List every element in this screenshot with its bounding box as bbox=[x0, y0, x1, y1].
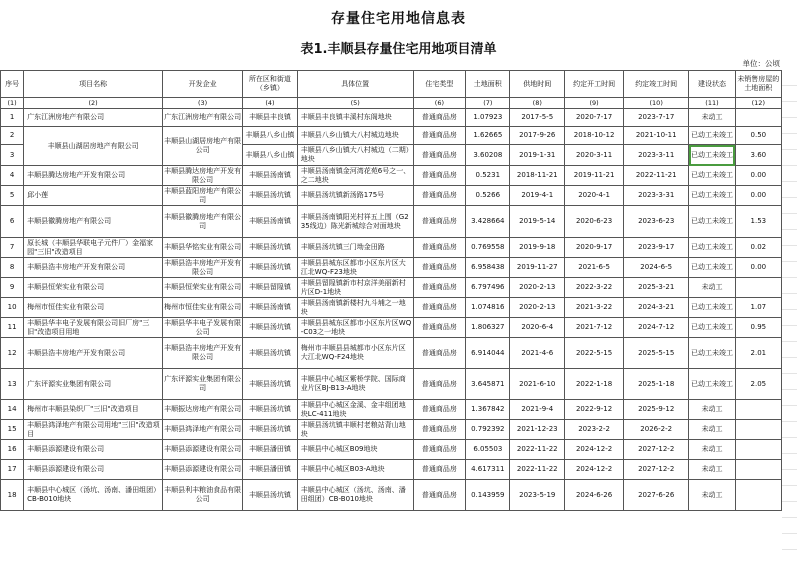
cell-finish[interactable]: 2027-12-2 bbox=[624, 440, 689, 460]
cell-supply[interactable]: 2020-2-13 bbox=[510, 298, 565, 318]
cell-loc[interactable]: 丰顺县留隍镇 bbox=[243, 278, 298, 298]
cell-no[interactable]: 14 bbox=[1, 400, 24, 420]
cell-no[interactable]: 3 bbox=[1, 145, 24, 166]
cell-dev[interactable]: 丰顺县蓝阳房地产有限公司 bbox=[164, 186, 242, 204]
header-cell[interactable]: 所在区和街道（乡镇） bbox=[243, 71, 298, 98]
cell-name[interactable]: 广东江洲房地产有限公司 bbox=[24, 109, 163, 127]
column-number-cell[interactable]: (6) bbox=[413, 98, 466, 109]
cell-pos[interactable]: 丰顺县汤南镇金河湾花苑6号之一、之二地块 bbox=[297, 166, 413, 186]
cell-finish[interactable]: 2025-5-15 bbox=[624, 338, 689, 369]
cell-type[interactable]: 普通商品房 bbox=[413, 400, 466, 420]
cell-name[interactable]: 丰顺县添源建设有限公司 bbox=[24, 440, 163, 460]
cell-name[interactable]: 丰顺县腾达房地产开发有限公司 bbox=[24, 166, 163, 186]
cell-supply[interactable]: 2019-9-18 bbox=[510, 238, 565, 258]
table-row bbox=[1, 420, 782, 440]
cell-pos[interactable]: 丰顺县中心城区紫桥学院、国际商业片区BJ-B13-A地块 bbox=[297, 369, 413, 400]
cell-status[interactable]: 已动工未竣工 bbox=[689, 298, 735, 318]
cell-area[interactable]: 4.617311 bbox=[466, 460, 510, 480]
cell-type[interactable]: 普通商品房 bbox=[413, 318, 466, 338]
cell-dev[interactable]: 丰顺县华丰电子发展有限公司 bbox=[164, 318, 242, 336]
cell-finish[interactable]: 2023-6-23 bbox=[624, 206, 689, 238]
cell-status[interactable]: 已动工未竣工 bbox=[689, 166, 735, 186]
cell-start[interactable]: 2022-5-15 bbox=[565, 338, 624, 369]
cell-start[interactable]: 2018-10-12 bbox=[565, 127, 624, 145]
cell-status[interactable]: 已动工未竣工 bbox=[689, 318, 735, 338]
cell-type[interactable]: 普通商品房 bbox=[413, 109, 466, 127]
cell-unsold[interactable]: 1.53 bbox=[735, 206, 781, 238]
cell-finish[interactable]: 2025-9-12 bbox=[624, 400, 689, 420]
column-number-cell[interactable]: (11) bbox=[689, 98, 735, 109]
cell-loc[interactable]: 丰顺县潘田镇 bbox=[243, 440, 298, 460]
unit-label: 单位：公顷 bbox=[742, 59, 780, 68]
cell-dev[interactable]: 梅州市恒佳实业有限公司 bbox=[163, 298, 243, 318]
cell-area[interactable]: 0.769558 bbox=[466, 238, 510, 258]
cell-unsold[interactable]: 0.00 bbox=[735, 186, 781, 206]
cell-area[interactable]: 3.60208 bbox=[466, 145, 510, 166]
header-cell[interactable]: 供地时间 bbox=[510, 71, 565, 98]
cell-start[interactable]: 2020-9-17 bbox=[565, 238, 624, 258]
cell-pos[interactable]: 丰顺县丰良镇丰溪村东阁地块 bbox=[297, 109, 413, 127]
cell-loc[interactable]: 丰顺县潘田镇 bbox=[243, 460, 298, 480]
cell-area[interactable]: 1.07923 bbox=[466, 109, 510, 127]
cell-start[interactable]: 2022-9-12 bbox=[565, 400, 624, 420]
cell-status[interactable]: 未动工 bbox=[689, 420, 735, 440]
cell-start[interactable]: 2023-2-2 bbox=[565, 420, 624, 440]
cell-name[interactable]: 广东评源实业集团有限公司 bbox=[24, 369, 163, 400]
cell-area[interactable]: 3.428664 bbox=[466, 206, 510, 238]
cell-finish[interactable]: 2023-3-11 bbox=[624, 145, 689, 166]
cell-status[interactable]: 已动工未竣工 bbox=[689, 145, 735, 166]
cell-unsold[interactable] bbox=[735, 278, 781, 298]
cell-area[interactable]: 6.958438 bbox=[466, 258, 510, 278]
cell-pos[interactable]: 丰顺县县城东区都市小区东片区WQ-C03之一地块 bbox=[297, 318, 413, 338]
table-row bbox=[1, 298, 782, 318]
cell-finish[interactable]: 2021-10-11 bbox=[624, 127, 689, 145]
cell-finish[interactable]: 2025-3-21 bbox=[624, 278, 689, 298]
cell-supply[interactable]: 2017-9-26 bbox=[510, 127, 565, 145]
cell-finish[interactable]: 2023-7-17 bbox=[624, 109, 689, 127]
cell-supply[interactable]: 2019-1-31 bbox=[510, 145, 565, 166]
cell-status[interactable]: 已动工未竣工 bbox=[689, 206, 735, 238]
table-row bbox=[1, 166, 782, 186]
cell-area[interactable]: 1.806327 bbox=[466, 318, 510, 338]
cell-dev[interactable]: 丰顺县山湖居房地产有限公司 bbox=[163, 127, 243, 166]
cell-type[interactable]: 普通商品房 bbox=[413, 420, 466, 440]
cell-area[interactable]: 6.914044 bbox=[466, 338, 510, 369]
cell-start[interactable]: 2020-7-17 bbox=[565, 109, 624, 127]
cell-type[interactable]: 普通商品房 bbox=[413, 186, 466, 206]
cell-name[interactable]: 丰顺县添源建设有限公司 bbox=[24, 460, 163, 480]
cell-finish[interactable]: 2024-3-21 bbox=[624, 298, 689, 318]
column-number-cell[interactable]: (4) bbox=[243, 98, 298, 109]
table-row bbox=[1, 238, 782, 258]
column-number-row bbox=[1, 98, 782, 109]
cell-unsold[interactable] bbox=[735, 109, 781, 127]
cell-unsold[interactable]: 3.60 bbox=[735, 145, 781, 166]
cell-loc[interactable]: 丰顺县汤坑镇 bbox=[243, 420, 298, 440]
cell-loc[interactable]: 丰顺县汤坑镇 bbox=[243, 369, 298, 400]
cell-status[interactable]: 已动工未竣工 bbox=[689, 186, 735, 206]
cell-no[interactable]: 6 bbox=[1, 206, 24, 238]
cell-no[interactable]: 12 bbox=[1, 338, 24, 369]
cell-loc[interactable]: 丰顺县丰良镇 bbox=[243, 109, 298, 127]
header-cell[interactable]: 序号 bbox=[1, 71, 24, 98]
cell-supply[interactable]: 2021-6-10 bbox=[510, 369, 565, 400]
cell-pos[interactable]: 丰顺县汤南镇新楼村九斗埔之一地块 bbox=[297, 298, 413, 318]
cell-dev[interactable]: 广东江洲房地产有限公司 bbox=[163, 109, 243, 127]
column-number-cell[interactable]: (2) bbox=[24, 98, 163, 109]
cell-status[interactable]: 未动工 bbox=[689, 440, 735, 460]
cell-dev[interactable]: 丰顺县利丰粮油食品有限公司 bbox=[163, 480, 243, 511]
column-number-cell[interactable]: (5) bbox=[297, 98, 413, 109]
cell-supply[interactable]: 2022-11-22 bbox=[510, 460, 565, 480]
header-cell[interactable]: 建设状态 bbox=[689, 71, 735, 98]
cell-finish[interactable]: 2024-7-12 bbox=[624, 318, 689, 338]
cell-start[interactable]: 2024-6-26 bbox=[565, 480, 624, 511]
cell-unsold[interactable]: 0.00 bbox=[735, 258, 781, 278]
cell-dev[interactable]: 丰顺县添源建设有限公司 bbox=[163, 440, 243, 460]
cell-dev[interactable]: 丰顺县浩丰房地产开发有限公司 bbox=[163, 338, 243, 369]
cell-finish[interactable]: 2025-1-18 bbox=[624, 369, 689, 400]
cell-start[interactable]: 2021-7-12 bbox=[565, 318, 624, 338]
column-number-cell[interactable]: (7) bbox=[466, 98, 510, 109]
cell-no[interactable]: 2 bbox=[1, 127, 24, 145]
cell-dev[interactable]: 丰顺县浩丰房地产开发有限公司 bbox=[164, 258, 242, 276]
cell-loc[interactable]: 丰顺县汤坑镇 bbox=[243, 400, 298, 420]
cell-finish[interactable]: 2027-6-26 bbox=[624, 480, 689, 511]
cell-dev[interactable]: 丰顺县华铭实业有限公司 bbox=[163, 238, 243, 258]
cell-unsold[interactable]: 0.00 bbox=[735, 166, 781, 186]
header-cell[interactable]: 约定竣工时间 bbox=[624, 71, 689, 98]
cell-pos[interactable]: 丰顺县中心城区（汤坑、汤南、潘田组团）CB-B010地块 bbox=[297, 480, 413, 511]
cell-name[interactable]: 丰顺县华丰电子发展有限公司旧厂房"三旧"改造项目用地 bbox=[24, 318, 163, 338]
table-title: 表1.丰顺县存量住宅用地项目清单 bbox=[300, 42, 497, 57]
cell-no[interactable]: 7 bbox=[1, 238, 24, 258]
cell-supply[interactable]: 2020-2-13 bbox=[510, 278, 565, 298]
table-row bbox=[1, 460, 782, 480]
land-info-table bbox=[0, 70, 782, 511]
cell-unsold[interactable]: 2.01 bbox=[735, 338, 781, 369]
cell-loc[interactable]: 丰顺县汤坑镇 bbox=[243, 338, 298, 369]
cell-status[interactable]: 已动工未竣工 bbox=[689, 369, 735, 400]
cell-no[interactable]: 8 bbox=[1, 258, 24, 278]
cell-area[interactable]: 1.074816 bbox=[466, 298, 510, 318]
cell-name[interactable]: 梅州市丰顺县染织厂"三旧"改造项目 bbox=[24, 400, 163, 420]
cell-status[interactable]: 已动工未竣工 bbox=[689, 238, 735, 258]
cell-pos[interactable]: 丰顺县中心城区B09地块 bbox=[297, 440, 413, 460]
cell-name[interactable]: 丰顺县浩丰房地产开发有限公司 bbox=[24, 258, 163, 278]
table-row bbox=[1, 318, 782, 338]
cell-no[interactable]: 17 bbox=[1, 460, 24, 480]
cell-no[interactable]: 5 bbox=[1, 186, 24, 206]
cell-supply[interactable]: 2017-5-5 bbox=[510, 109, 565, 127]
cell-status[interactable]: 未动工 bbox=[689, 460, 735, 480]
cell-area[interactable]: 6.797496 bbox=[466, 278, 510, 298]
cell-finish[interactable]: 2027-12-2 bbox=[624, 460, 689, 480]
cell-supply[interactable]: 2018-11-21 bbox=[510, 166, 565, 186]
spreadsheet-gridlines bbox=[782, 70, 797, 563]
cell-loc[interactable]: 丰顺县八乡山镇 bbox=[243, 127, 298, 145]
header-cell[interactable]: 未销售房屋的土地面积 bbox=[735, 71, 781, 98]
cell-supply[interactable]: 2021-9-4 bbox=[510, 400, 565, 420]
cell-name[interactable]: 丰顺县中心城区（汤坑、汤南、潘田组团）CB-B010地块 bbox=[24, 480, 163, 511]
cell-finish[interactable]: 2024-6-5 bbox=[624, 258, 689, 278]
cell-start[interactable]: 2021-3-22 bbox=[565, 298, 624, 318]
cell-area[interactable]: 0.5231 bbox=[466, 166, 510, 186]
cell-start[interactable]: 2021-6-5 bbox=[565, 258, 624, 278]
cell-type[interactable]: 普通商品房 bbox=[413, 298, 466, 318]
cell-dev[interactable]: 丰顺县腾达房地产开发有限公司 bbox=[164, 166, 242, 184]
cell-area[interactable]: 3.645871 bbox=[466, 369, 510, 400]
cell-dev[interactable]: 丰顺县恒荣实业有限公司 bbox=[163, 278, 243, 298]
cell-pos[interactable]: 丰顺县中心城区B03-A地块 bbox=[297, 460, 413, 480]
cell-type[interactable]: 普通商品房 bbox=[413, 278, 466, 298]
cell-unsold[interactable]: 1.07 bbox=[735, 298, 781, 318]
cell-type[interactable]: 普通商品房 bbox=[413, 145, 466, 166]
table-row bbox=[1, 369, 782, 400]
cell-no[interactable]: 13 bbox=[1, 369, 24, 400]
cell-unsold[interactable] bbox=[735, 440, 781, 460]
cell-no[interactable]: 1 bbox=[1, 109, 24, 127]
cell-no[interactable]: 9 bbox=[1, 278, 24, 298]
cell-dev[interactable]: 丰顺县鸿泽地产有限公司 bbox=[163, 420, 243, 440]
cell-area[interactable]: 1.367842 bbox=[466, 400, 510, 420]
cell-unsold[interactable]: 0.95 bbox=[735, 318, 781, 338]
cell-start[interactable]: 2020-6-23 bbox=[565, 206, 624, 238]
cell-pos[interactable]: 丰顺县中心城区金溪、金丰组团地块LC-411地块 bbox=[297, 400, 413, 420]
header-row bbox=[1, 71, 782, 98]
cell-loc[interactable]: 丰顺县汤坑镇 bbox=[243, 318, 298, 338]
cell-pos[interactable]: 丰顺县县城东区都市小区东片区大江北WQ-F23地块 bbox=[297, 258, 413, 278]
table-row bbox=[1, 400, 782, 420]
cell-status[interactable]: 未动工 bbox=[689, 278, 735, 298]
header-cell[interactable]: 开发企业 bbox=[163, 71, 243, 98]
cell-pos[interactable]: 丰顺县汤坑镇丰顺村老粮站背山地块 bbox=[297, 420, 413, 440]
header-cell[interactable]: 具体位置 bbox=[297, 71, 413, 98]
column-number-cell[interactable]: (3) bbox=[163, 98, 243, 109]
cell-unsold[interactable]: 0.50 bbox=[735, 127, 781, 145]
cell-status[interactable]: 已动工未竣工 bbox=[689, 258, 735, 278]
cell-no[interactable]: 18 bbox=[1, 480, 24, 511]
cell-area[interactable]: 0.792392 bbox=[466, 420, 510, 440]
cell-type[interactable]: 普通商品房 bbox=[413, 258, 466, 278]
cell-type[interactable]: 普通商品房 bbox=[413, 460, 466, 480]
cell-name[interactable]: 丰顺县山湖居房地产有限公司 bbox=[24, 127, 163, 166]
header-cell[interactable]: 住宅类型 bbox=[413, 71, 466, 98]
cell-supply[interactable]: 2022-11-22 bbox=[510, 440, 565, 460]
table-row bbox=[1, 109, 782, 127]
cell-no[interactable]: 10 bbox=[1, 298, 24, 318]
cell-loc[interactable]: 丰顺县汤南镇 bbox=[243, 298, 298, 318]
table-row bbox=[1, 278, 782, 298]
cell-status[interactable]: 未动工 bbox=[689, 480, 735, 511]
cell-loc[interactable]: 丰顺县八乡山镇 bbox=[243, 145, 298, 166]
cell-start[interactable]: 2022-3-22 bbox=[565, 278, 624, 298]
table-row bbox=[1, 127, 782, 145]
cell-supply[interactable]: 2021-4-6 bbox=[510, 338, 565, 369]
cell-supply[interactable]: 2023-5-19 bbox=[510, 480, 565, 511]
cell-status[interactable]: 已动工未竣工 bbox=[689, 338, 735, 369]
cell-type[interactable]: 普通商品房 bbox=[413, 166, 466, 186]
cell-unsold[interactable] bbox=[735, 400, 781, 420]
cell-status[interactable]: 未动工 bbox=[689, 109, 735, 127]
column-number-cell[interactable]: (8) bbox=[510, 98, 565, 109]
cell-unsold[interactable] bbox=[735, 460, 781, 480]
header-cell[interactable]: 约定开工时间 bbox=[565, 71, 624, 98]
cell-type[interactable]: 普通商品房 bbox=[413, 440, 466, 460]
cell-finish[interactable]: 2023-3-31 bbox=[624, 186, 689, 206]
cell-loc[interactable]: 丰顺县汤坑镇 bbox=[243, 480, 298, 511]
cell-name[interactable]: 丰顺县浩丰房地产开发有限公司 bbox=[24, 338, 163, 369]
cell-no[interactable]: 15 bbox=[1, 420, 24, 440]
cell-name[interactable]: 丰顺县徽腾房地产有限公司 bbox=[24, 206, 163, 238]
cell-type[interactable]: 普通商品房 bbox=[413, 127, 466, 145]
cell-status[interactable]: 未动工 bbox=[689, 400, 735, 420]
cell-type[interactable]: 普通商品房 bbox=[413, 480, 466, 511]
cell-unsold[interactable] bbox=[735, 480, 781, 511]
cell-area[interactable]: 0.5266 bbox=[466, 186, 510, 206]
cell-unsold[interactable]: 0.02 bbox=[735, 238, 781, 258]
cell-no[interactable]: 11 bbox=[1, 318, 24, 338]
cell-pos[interactable]: 丰顺县汤坑镇新汤路175号 bbox=[297, 186, 413, 206]
cell-pos[interactable]: 梅州市丰顺县县城都市小区东片区大江北WQ-F24地块 bbox=[297, 338, 413, 369]
cell-start[interactable]: 2020-3-11 bbox=[565, 145, 624, 166]
cell-loc[interactable]: 丰顺县汤坑镇 bbox=[243, 238, 298, 258]
cell-area[interactable]: 6.05503 bbox=[466, 440, 510, 460]
header-cell[interactable]: 项目名称 bbox=[24, 71, 163, 98]
column-number-cell[interactable]: (10) bbox=[624, 98, 689, 109]
table-row bbox=[1, 186, 782, 206]
column-number-cell[interactable]: (12) bbox=[735, 98, 781, 109]
cell-type[interactable]: 普通商品房 bbox=[413, 206, 466, 238]
cell-name[interactable]: 邱小莲 bbox=[24, 186, 163, 206]
cell-start[interactable]: 2024-12-2 bbox=[565, 460, 624, 480]
table-row bbox=[1, 258, 782, 278]
cell-start[interactable]: 2024-12-2 bbox=[565, 440, 624, 460]
table-row bbox=[1, 440, 782, 460]
page-title: 存量住宅用地信息表 bbox=[331, 11, 466, 27]
column-number-cell[interactable]: (9) bbox=[565, 98, 624, 109]
cell-pos[interactable]: 丰顺县留隍镇新市村京洋美丽新村片区D-1地块 bbox=[297, 278, 413, 298]
cell-no[interactable]: 16 bbox=[1, 440, 24, 460]
cell-type[interactable]: 普通商品房 bbox=[413, 338, 466, 369]
cell-dev[interactable]: 丰顺县徽腾房地产有限公司 bbox=[163, 206, 243, 238]
cell-supply[interactable]: 2021-12-23 bbox=[510, 420, 565, 440]
cell-pos[interactable]: 丰顺县汤坑镇三门坳金田路 bbox=[297, 238, 413, 258]
table-row bbox=[1, 206, 782, 238]
cell-supply[interactable]: 2020-6-4 bbox=[510, 318, 565, 338]
cell-loc[interactable]: 丰顺县汤坑镇 bbox=[243, 258, 298, 278]
cell-loc[interactable]: 丰顺县汤南镇 bbox=[243, 166, 298, 186]
cell-dev[interactable]: 丰顺振达房地产有限公司 bbox=[163, 400, 243, 420]
cell-loc[interactable]: 丰顺县汤坑镇 bbox=[243, 186, 298, 206]
cell-status[interactable]: 已动工未竣工 bbox=[689, 127, 735, 145]
cell-pos[interactable]: 丰顺县八乡山镇大八村城边（二期）地块 bbox=[297, 145, 413, 166]
cell-start[interactable]: 2019-11-21 bbox=[565, 166, 624, 186]
cell-pos[interactable]: 丰顺县八乡山镇大八村城边地块 bbox=[297, 127, 413, 145]
cell-name[interactable]: 原长城（丰顺县华联电子元件厂）金福家园"三旧"改造项目 bbox=[24, 238, 163, 258]
cell-area[interactable]: 0.143959 bbox=[466, 480, 510, 511]
cell-unsold[interactable]: 2.05 bbox=[735, 369, 781, 400]
cell-finish[interactable]: 2026-2-2 bbox=[624, 420, 689, 440]
cell-supply[interactable]: 2019-11-27 bbox=[510, 258, 565, 278]
cell-name[interactable]: 丰顺县恒荣实业有限公司 bbox=[24, 278, 163, 298]
table-row bbox=[1, 480, 782, 511]
header-cell[interactable]: 土地面积 bbox=[466, 71, 510, 98]
cell-name[interactable]: 梅州市恒佳实业有限公司 bbox=[24, 298, 163, 318]
cell-name[interactable]: 丰顺县鸿泽地产有限公司用地"三旧"改造项目 bbox=[24, 420, 163, 440]
cell-type[interactable]: 普通商品房 bbox=[413, 238, 466, 258]
cell-area[interactable]: 1.62665 bbox=[466, 127, 510, 145]
cell-supply[interactable]: 2019-5-14 bbox=[510, 206, 565, 238]
cell-pos[interactable]: 丰顺县汤南镇阳光村祥五上围（G235线边）陈光新城综合对面地块 bbox=[297, 206, 413, 238]
cell-unsold[interactable] bbox=[735, 420, 781, 440]
cell-type[interactable]: 普通商品房 bbox=[413, 369, 466, 400]
column-number-cell[interactable]: (1) bbox=[1, 98, 24, 109]
table-row bbox=[1, 338, 782, 369]
cell-finish[interactable]: 2022-11-21 bbox=[624, 166, 689, 186]
cell-dev[interactable]: 广东评源实业集团有限公司 bbox=[163, 369, 243, 400]
cell-start[interactable]: 2022-1-18 bbox=[565, 369, 624, 400]
cell-finish[interactable]: 2023-9-17 bbox=[624, 238, 689, 258]
cell-dev[interactable]: 丰顺县添源建设有限公司 bbox=[163, 460, 243, 480]
cell-no[interactable]: 4 bbox=[1, 166, 24, 186]
cell-supply[interactable]: 2019-4-1 bbox=[510, 186, 565, 206]
cell-start[interactable]: 2020-4-1 bbox=[565, 186, 624, 206]
cell-loc[interactable]: 丰顺县汤南镇 bbox=[243, 206, 298, 238]
